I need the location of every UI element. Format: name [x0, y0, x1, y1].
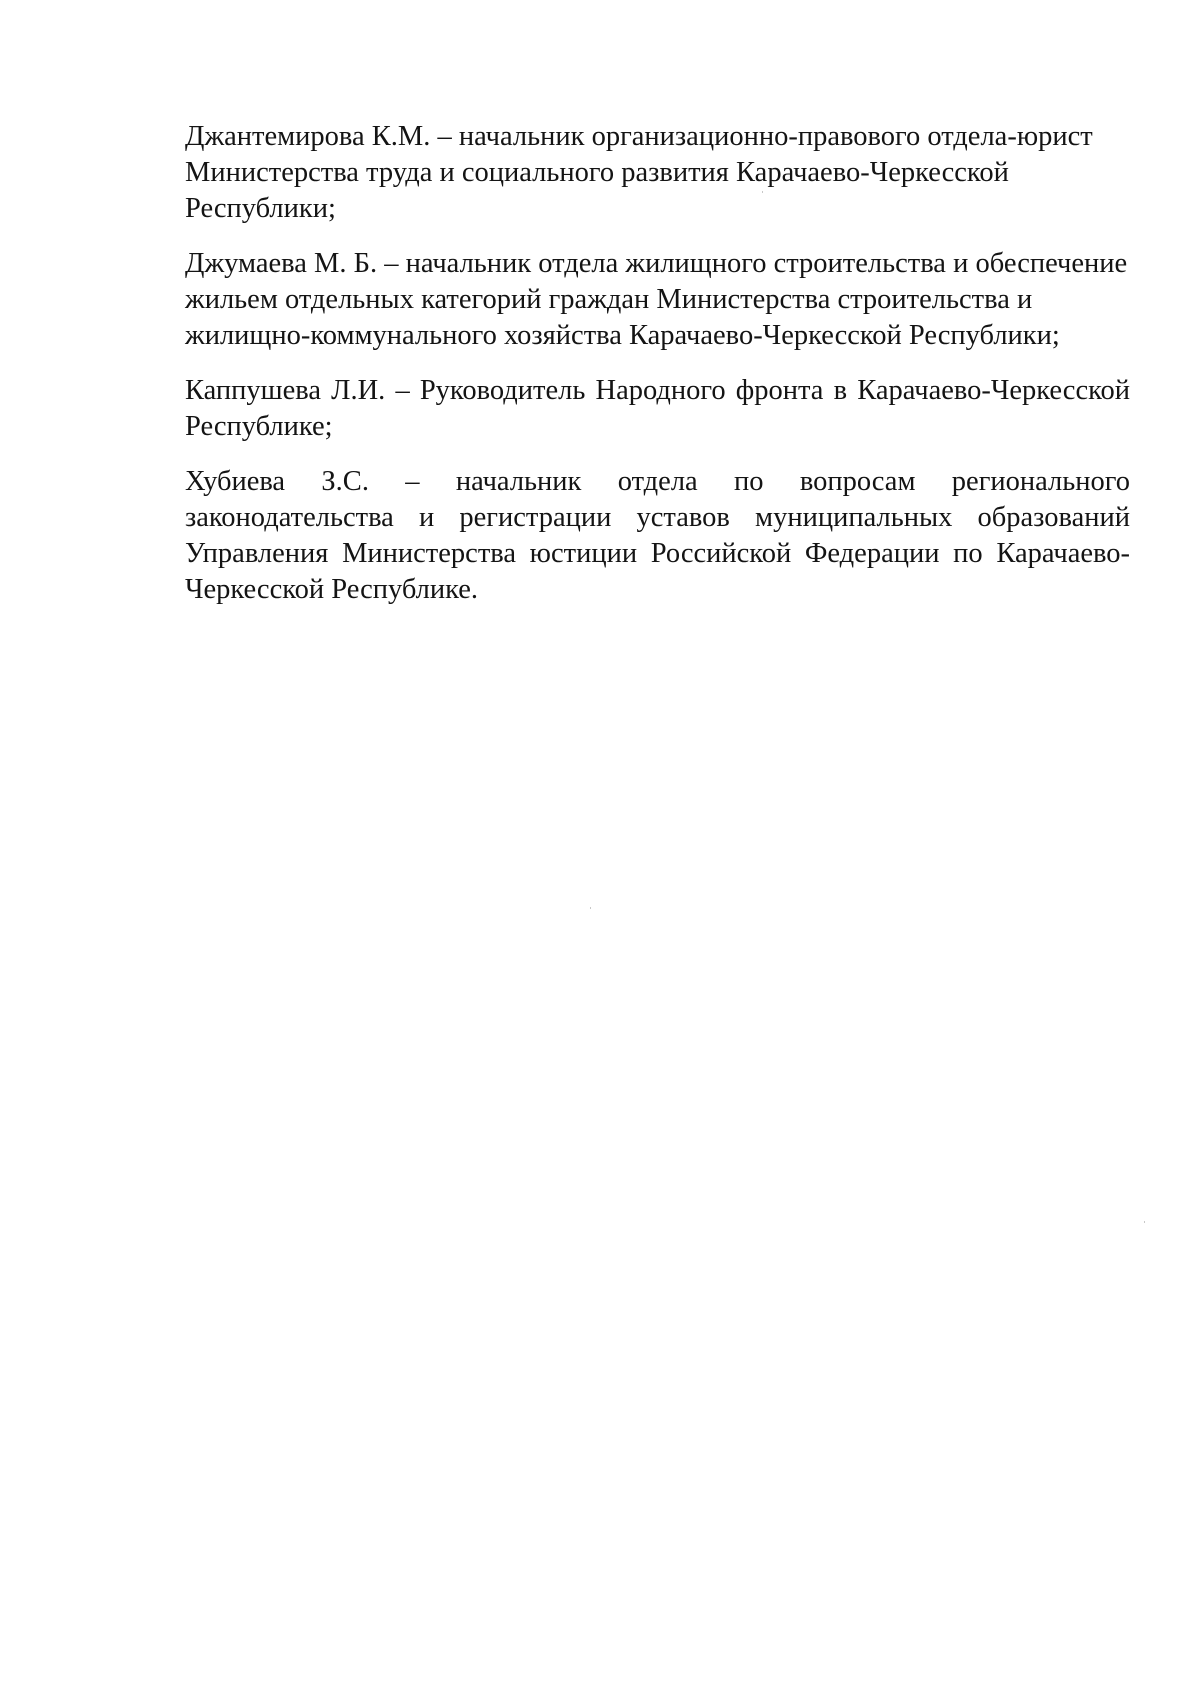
member-text-line: Джумаева М. Б. – начальник отдела жилищного строительства и обеспечение [185, 248, 1128, 279]
member-text-line: Республике; [185, 411, 333, 442]
member-dzhumaeva [185, 246, 1130, 354]
member-dzhantemirova [185, 119, 1130, 227]
scan-speck [1144, 1221, 1145, 1223]
member-kappusheva [185, 373, 1130, 445]
member-text-line: Джантемирова К.М. – начальник организационно-правового отдела-юрист [185, 121, 1093, 152]
scan-speck [762, 191, 763, 193]
commission-members-list [185, 119, 1130, 627]
member-text-line: законодательства и регистрации уставов муниципальных образований [185, 502, 1130, 533]
member-text-line: Управления Министерства юстиции Российской Федерации по Карачаево- [185, 538, 1130, 569]
member-text-line: Республики; [185, 193, 336, 224]
scan-speck [590, 907, 591, 909]
member-text-line: Каппушева Л.И. – Руководитель Народного фронта в Карачаево-Черкесской [185, 375, 1130, 406]
member-text-line: Черкесской Республике. [185, 574, 479, 605]
member-text-line: Хубиева З.С. – начальник отдела по вопросам регионального [185, 466, 1130, 497]
member-text-line: жильем отдельных категорий граждан Министерства строительства и [185, 284, 1033, 315]
member-text-line: жилищно-коммунального хозяйства Карачаево-Черкесской Республики; [185, 320, 1060, 351]
member-khubieva [185, 464, 1130, 608]
member-text-line: Министерства труда и социального развития Карачаево-Черкесской [185, 157, 1009, 188]
